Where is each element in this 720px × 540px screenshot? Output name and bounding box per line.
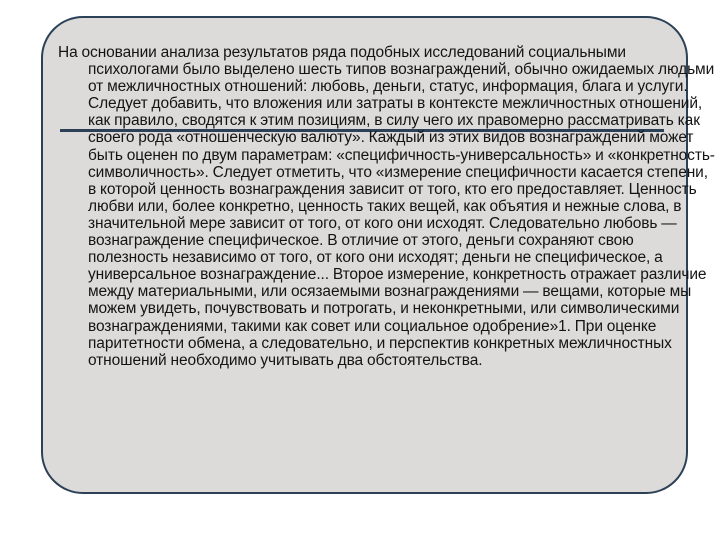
body-paragraph: На основании анализа результатов ряда подобных исследований социальными психологами было выделено шесть типов вознаграждений, обычно ожидаемых людьми от межличностных отношений: любовь, деньги, статус, информация, блага и услуги. Следует добавить, что вложения или затраты в контексте межличностных отношений, как правило, сводятся к этим позициям, в силу чего их правомерно рассматривать как своего рода «отношенческую валюту». Каждый из этих видов вознаграждений может быть оценен по двум параметрам: «специфичность-универсальность» и «конкретность-символичность». Следует отметить, что «измерение специфичности касается степени, в которой ценность вознаграждения зависит от того, кто его предоставляет. Ценность любви или, более конкретно, ценность таких вещей, как объятия и нежные слова, в значительной мере зависит от того, от кого они исходят. Следовательно любовь — вознаграждение специфическое. В отличие от этого, деньги сохраняют свою полезность независимо от того, от кого они исходят; деньги не специфическое, а универсальное вознаграждение... Второе измерение, конкретность отражает различие между материальными, или осязаемыми вознаграждениями — вещами, которые мы можем увидеть, почувствовать и потрогать, и неконкретными, или символическими вознаграждениями, такими как совет или социальное одобрение»1. При оценке паритетности обмена, а следовательно, и перспектив конкретных межличностных отношений необходимо учитывать два обстоятельства. <box>58 44 715 369</box>
